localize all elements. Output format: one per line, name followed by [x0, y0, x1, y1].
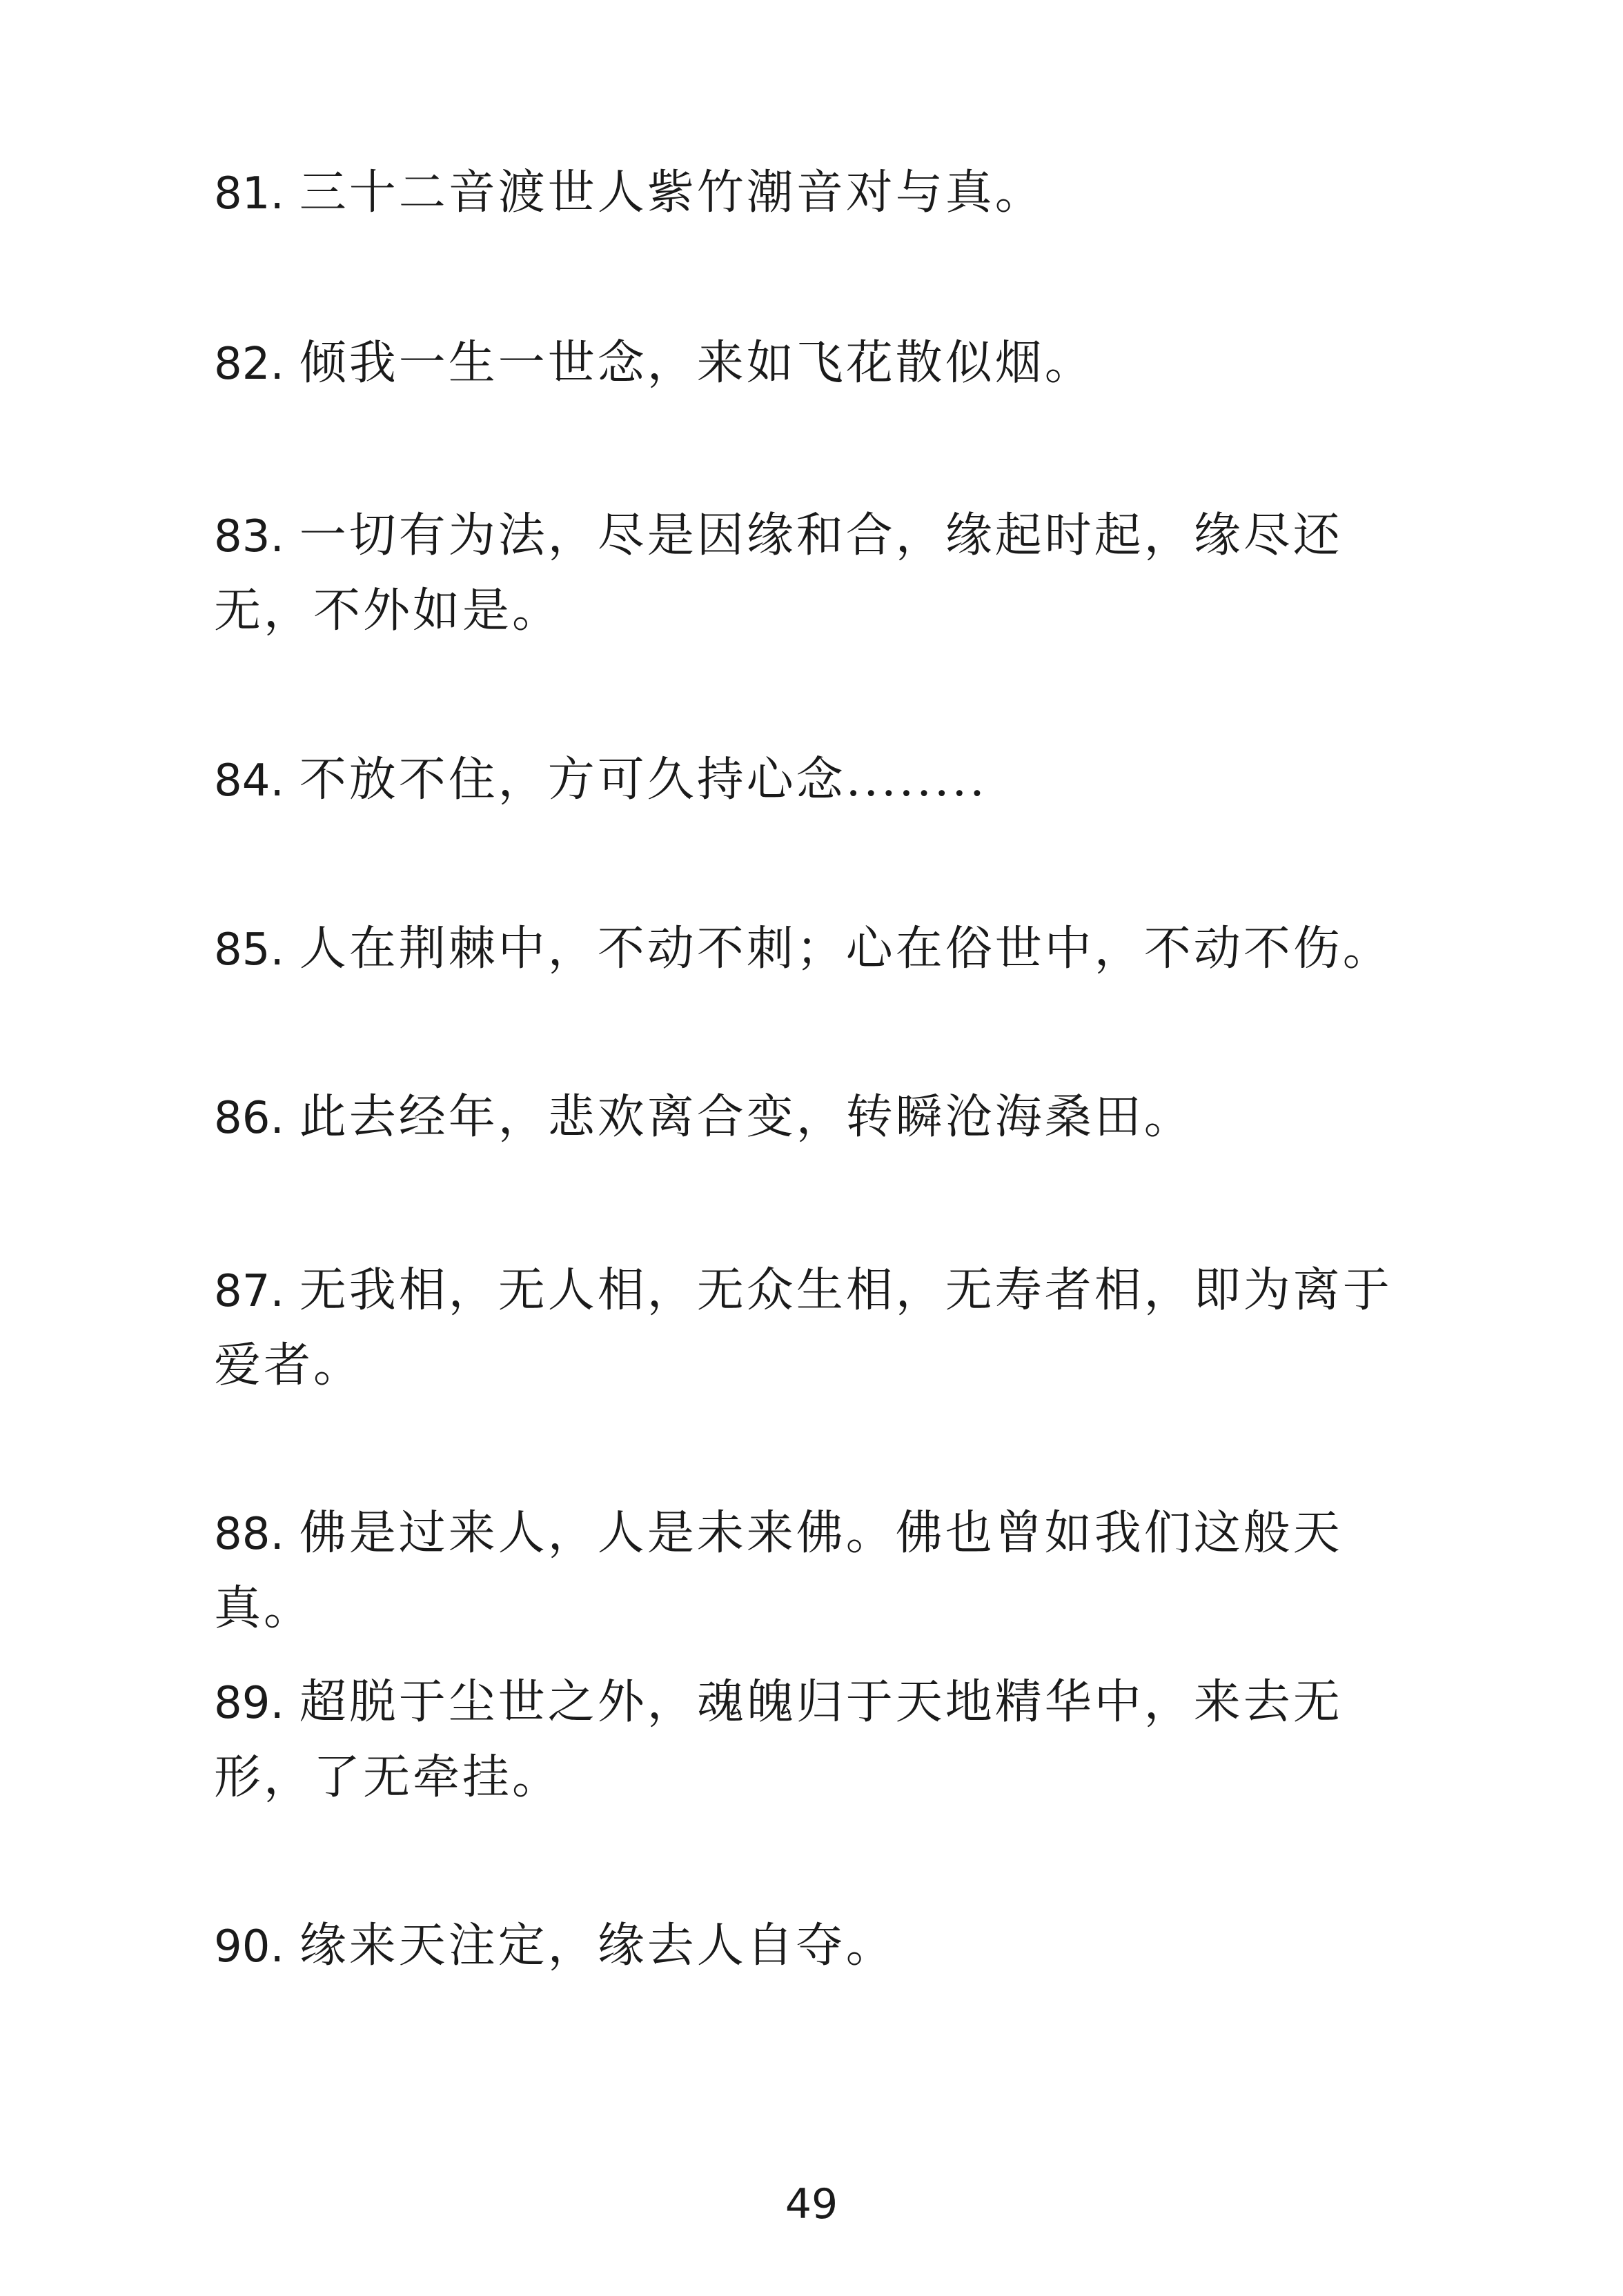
quote-entry-82: [214, 326, 1428, 402]
quote-entry-88: [214, 1496, 1428, 1646]
quote-entry-90: [214, 1909, 1428, 1984]
entry-text: 三十二音渡世人紫竹潮音对与真。: [299, 166, 1045, 220]
entry-text: 无我相，无人相，无众生相，无寿者相，即为离于爱者。: [214, 1263, 1393, 1393]
entry-text: 不放不住，方可久持心念........: [299, 753, 987, 807]
quote-entry-85: [214, 912, 1428, 987]
entry-number: 90.: [214, 1921, 284, 1972]
entry-number: 88.: [214, 1509, 284, 1560]
entry-text: 超脱于尘世之外，魂魄归于天地精华中，来去无形，了无牵挂。: [214, 1675, 1343, 1805]
quote-entry-86: [214, 1080, 1428, 1156]
quote-entry-84: [214, 743, 1428, 818]
entry-text: 缘来天注定，缘去人自夺。: [299, 1919, 896, 1973]
entry-number: 81.: [214, 168, 284, 219]
quote-entry-87: [214, 1254, 1428, 1403]
entry-number: 86.: [214, 1093, 284, 1144]
entry-text: 佛是过来人，人是未来佛。佛也曾如我们这般天真。: [214, 1506, 1343, 1636]
entry-number: 87.: [214, 1266, 284, 1317]
quote-entry-83: [214, 499, 1428, 649]
entry-number: 83.: [214, 511, 284, 562]
entry-number: 85.: [214, 924, 284, 976]
entry-text: 倾我一生一世念，来如飞花散似烟。: [299, 336, 1094, 390]
entry-text: 此去经年，悲欢离合变，转瞬沧海桑田。: [299, 1090, 1194, 1145]
entry-number: 84.: [214, 755, 284, 806]
entry-number: 89.: [214, 1678, 284, 1729]
entry-number: 82.: [214, 339, 284, 390]
quote-entry-89: [214, 1665, 1428, 1815]
entry-text: 人在荆棘中，不动不刺；心在俗世中，不动不伤。: [299, 922, 1393, 976]
page-number: 49: [785, 2180, 838, 2228]
entry-text: 一切有为法，尽是因缘和合，缘起时起，缘尽还无，不外如是。: [214, 508, 1343, 638]
quote-entry-81: [214, 156, 1428, 231]
